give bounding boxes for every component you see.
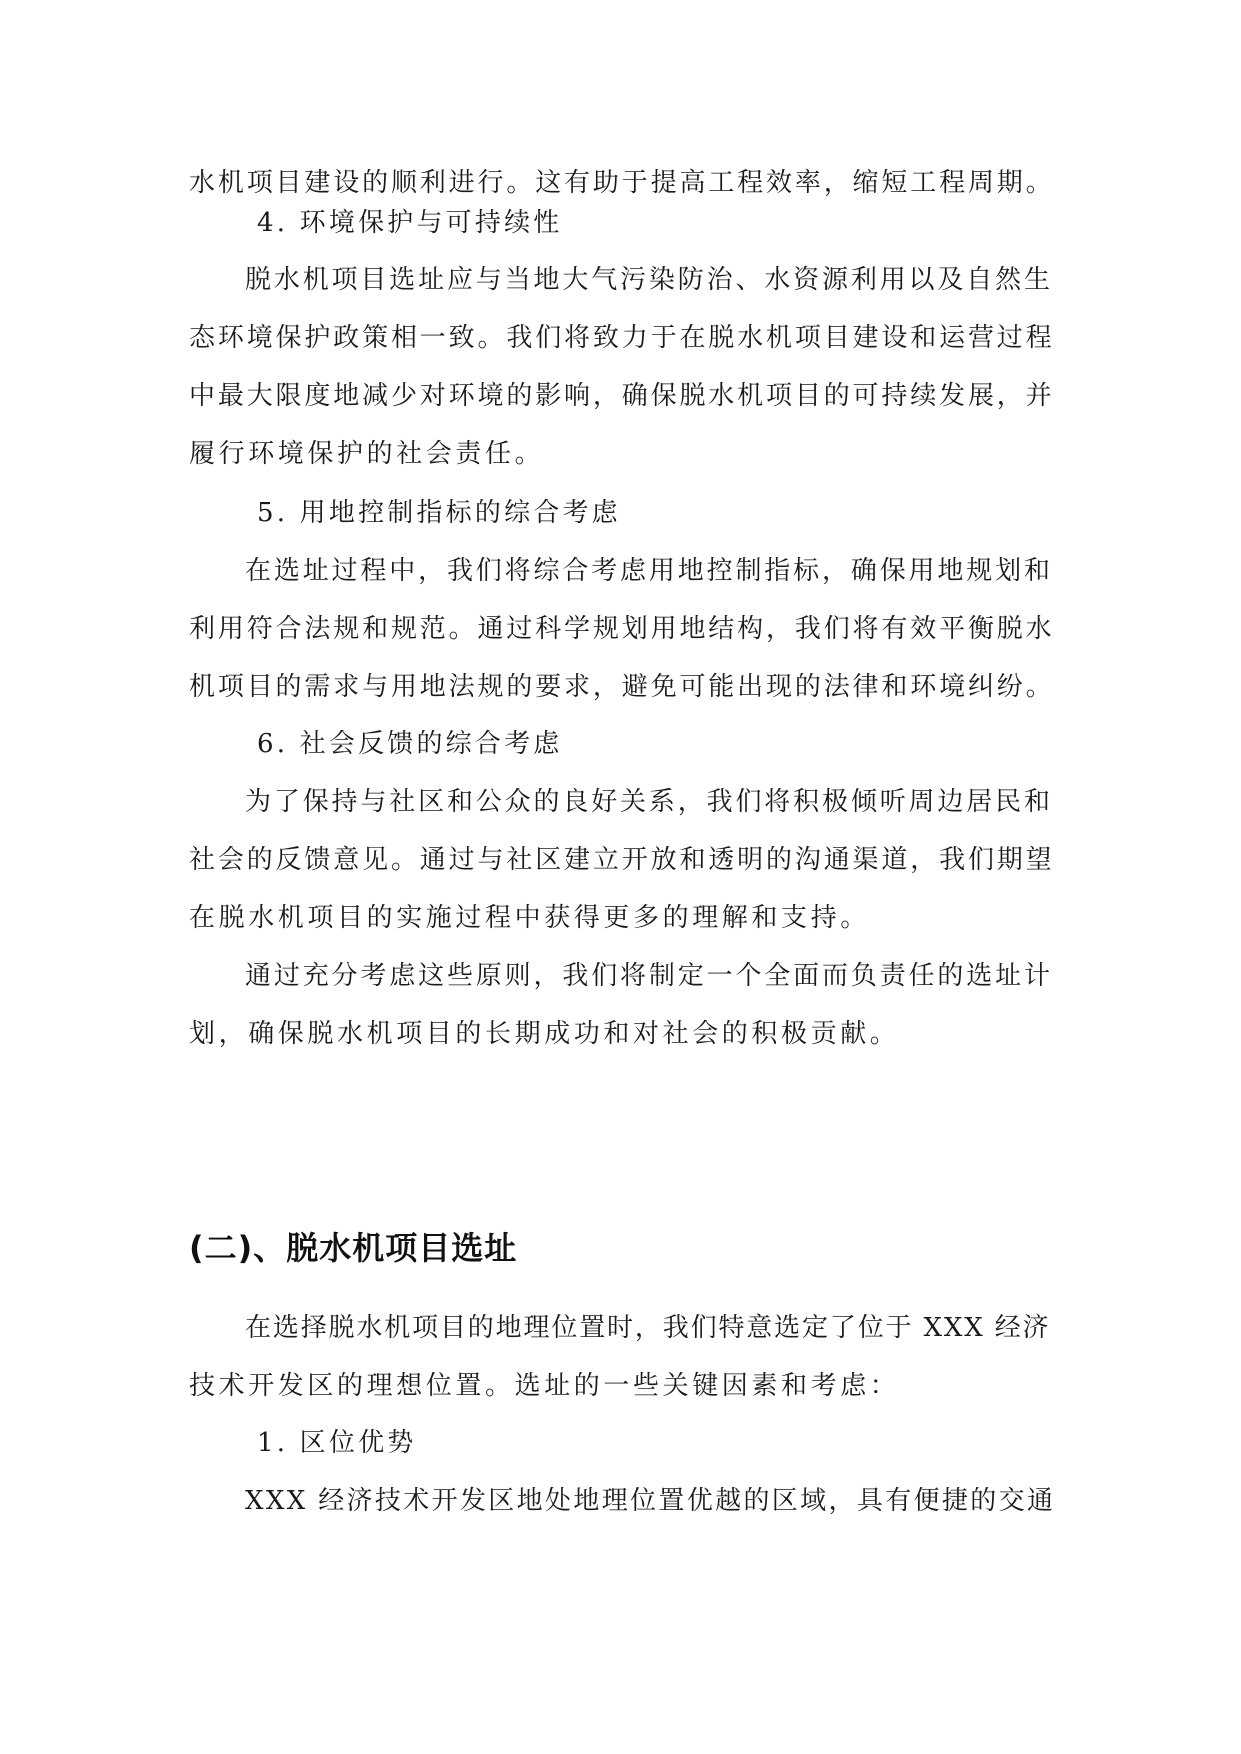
list-item-heading: 1. 区位优势 [257, 1428, 417, 1458]
paragraph-line: 为了保持与社区和公众的良好关系，我们将积极倾听周边居民和 [245, 787, 1053, 817]
paragraph-line: 在选址过程中，我们将综合考虑用地控制指标，确保用地规划和 [245, 556, 1053, 586]
paragraph-line: 社会的反馈意见。通过与社区建立开放和透明的沟通渠道，我们期望 [189, 845, 1055, 875]
paragraph-line: 技术开发区的理想位置。选址的一些关键因素和考虑： [189, 1371, 900, 1401]
section-heading: (二)、脱水机项目选址 [189, 1229, 518, 1267]
paragraph-line: 脱水机项目选址应与当地大气污染防治、水资源利用以及自然生 [245, 265, 1053, 295]
paragraph-line: 水机项目建设的顺利进行。这有助于提高工程效率，缩短工程周期。 [189, 168, 1055, 198]
list-item-heading: 4. 环境保护与可持续性 [257, 208, 563, 238]
paragraph-line: 态环境保护政策相一致。我们将致力于在脱水机项目建设和运营过程 [189, 323, 1055, 353]
list-item-heading: 5. 用地控制指标的综合考虑 [257, 498, 621, 528]
paragraph-line: XXX 经济技术开发区地处地理位置优越的区域，具有便捷的交通 [245, 1486, 1056, 1516]
paragraph-line: 中最大限度地减少对环境的影响，确保脱水机项目的可持续发展，并 [189, 381, 1055, 411]
paragraph-line: 通过充分考虑这些原则，我们将制定一个全面而负责任的选址计 [245, 961, 1053, 991]
paragraph-line: 在脱水机项目的实施过程中获得更多的理解和支持。 [189, 903, 870, 933]
paragraph-line: 利用符合法规和规范。通过科学规划用地结构，我们将有效平衡脱水 [189, 614, 1055, 644]
paragraph-line: 履行环境保护的社会责任。 [189, 439, 545, 469]
list-item-heading: 6. 社会反馈的综合考虑 [257, 729, 563, 759]
paragraph-line: 划，确保脱水机项目的长期成功和对社会的积极贡献。 [189, 1019, 900, 1049]
paragraph-line: 在选择脱水机项目的地理位置时，我们特意选定了位于 XXX 经济 [245, 1313, 1051, 1343]
paragraph-line: 机项目的需求与用地法规的要求，避免可能出现的法律和环境纠纷。 [189, 672, 1055, 702]
